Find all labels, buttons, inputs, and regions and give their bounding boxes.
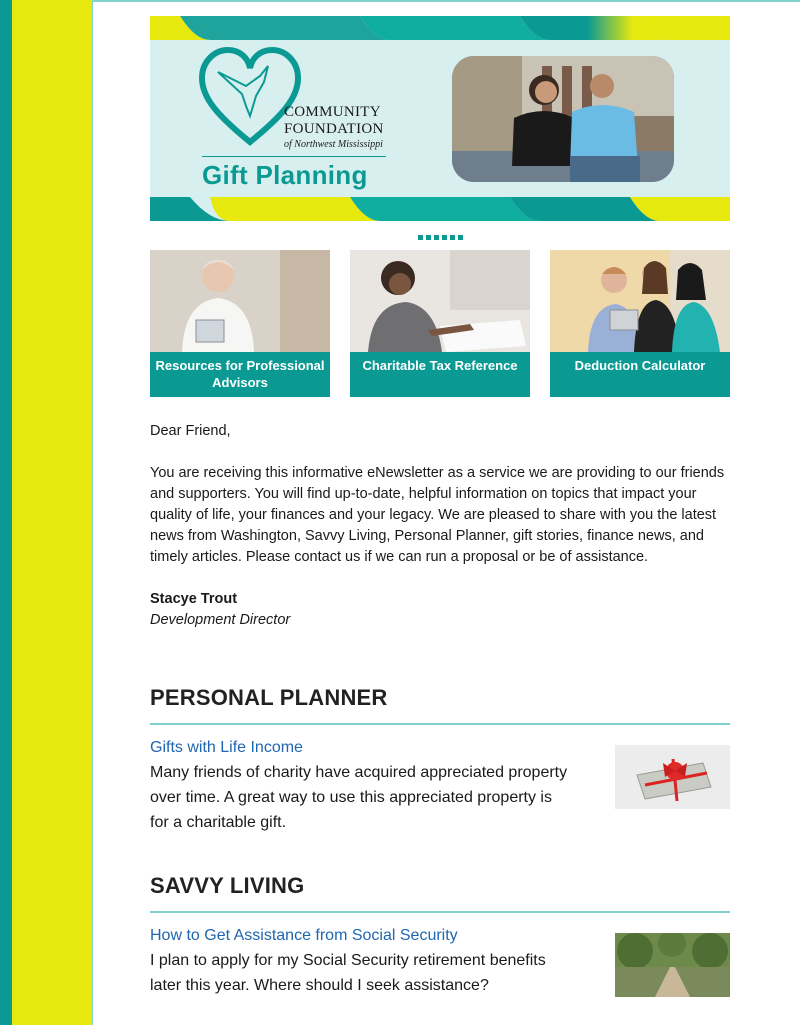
- article-summary: Many friends of charity have acquired appreciated property over time. A great way to use this appreciated property is for a charitable gift.: [150, 764, 568, 831]
- card-label: Charitable Tax Reference: [350, 352, 530, 397]
- card-charitable-tax-reference[interactable]: [350, 250, 530, 397]
- article-social-security: [150, 913, 730, 998]
- couple-photo[interactable]: [452, 56, 674, 182]
- newsletter-content: [150, 16, 730, 998]
- card-professional-advisors[interactable]: [150, 250, 330, 397]
- card-deduction-calculator[interactable]: [550, 250, 730, 397]
- article-summary: I plan to apply for my Social Security retirement benefits later this year. Where should I seek assistance?: [150, 952, 546, 994]
- letter-greeting: Dear Friend,: [150, 423, 231, 439]
- top-wave-decoration: [150, 16, 730, 40]
- section-heading: PERSONAL PLANNER: [150, 685, 388, 710]
- bottom-wave-decoration: [150, 197, 730, 221]
- left-divider-line: [92, 0, 93, 1025]
- article-title-link[interactable]: How to Get Assistance from Social Security: [150, 927, 458, 944]
- letter-body: You are receiving this informative eNewsletter as a service we are providing to our friends and supporters. You will find up-to-date, helpful information on topics that impact your quality of life, your finances and your legacy. We are pleased to share with you the latest news from Washington, Savvy Living, Personal Planner, gift stories, finance news, and timely articles. Please contact us if we can run a proposal or be of assistance.: [150, 465, 725, 565]
- signer-name: Stacye Trout: [150, 591, 238, 607]
- intro-letter: [150, 421, 730, 631]
- logo-divider: [202, 156, 386, 157]
- article-title-link[interactable]: Gifts with Life Income: [150, 739, 303, 756]
- left-teal-stripe: [0, 0, 12, 1025]
- top-divider-line: [92, 0, 800, 2]
- tree-lined-road-thumbnail[interactable]: [615, 933, 730, 997]
- org-name-line1: COMMUNITY: [284, 104, 381, 120]
- org-name-line3: of Northwest Mississippi: [284, 139, 383, 150]
- left-yellow-stripe: [12, 0, 92, 1025]
- card-label: Resources for Professional Advisors: [150, 352, 330, 397]
- card-label: Deduction Calculator: [550, 352, 730, 397]
- section-personal-planner: [150, 685, 730, 835]
- section-savvy-living: [150, 873, 730, 998]
- gift-money-thumbnail[interactable]: [615, 745, 730, 809]
- org-name-line2: FOUNDATION: [284, 121, 384, 137]
- article-gifts-life-income: [150, 725, 730, 835]
- section-heading: SAVVY LIVING: [150, 873, 305, 898]
- header-banner: [150, 16, 730, 221]
- gift-planning-title: Gift Planning: [202, 160, 368, 190]
- signer-title: Development Director: [150, 612, 291, 628]
- tax-reference-photo: [350, 250, 530, 352]
- advisor-photo: [150, 250, 330, 352]
- resource-cards: [150, 250, 730, 397]
- calculator-photo: [550, 250, 730, 352]
- carousel-dots: [150, 235, 730, 240]
